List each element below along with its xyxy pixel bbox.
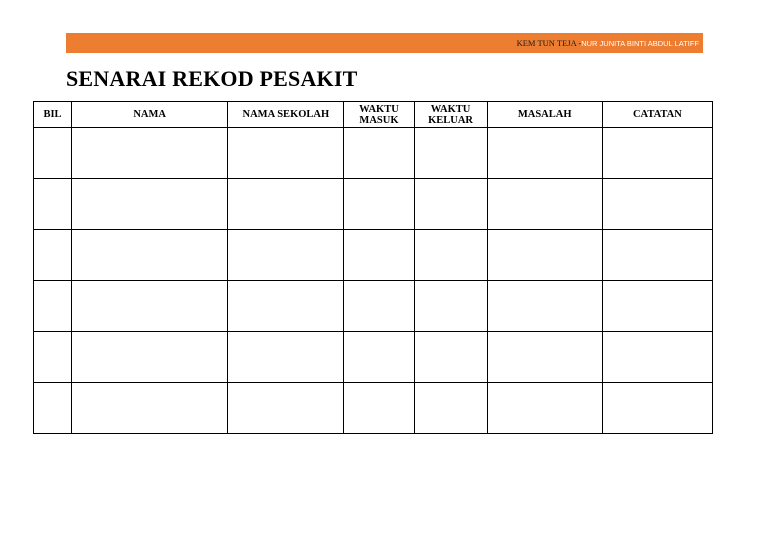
table-cell	[344, 383, 414, 434]
header-right-text: NUR JUNITA BINTI ABDUL LATIFF	[581, 39, 699, 48]
table-row	[34, 281, 713, 332]
table-cell	[228, 230, 344, 281]
column-header-nama-sekolah: NAMA SEKOLAH	[228, 102, 344, 128]
table-cell	[602, 332, 712, 383]
table-cell	[344, 332, 414, 383]
table-cell	[72, 383, 228, 434]
table-cell	[344, 128, 414, 179]
table-cell	[414, 230, 487, 281]
table-row	[34, 383, 713, 434]
table-cell	[34, 281, 72, 332]
table-cell	[228, 179, 344, 230]
column-header-nama: NAMA	[72, 102, 228, 128]
header-banner	[66, 33, 703, 53]
patient-record-table	[33, 101, 713, 434]
table-cell	[344, 281, 414, 332]
table-row	[34, 128, 713, 179]
table-cell	[414, 332, 487, 383]
column-header-waktu-masuk: WAKTU MASUK	[344, 102, 414, 128]
table-cell	[602, 383, 712, 434]
table-cell	[72, 281, 228, 332]
table-cell	[414, 281, 487, 332]
table-cell	[487, 179, 602, 230]
table-cell	[72, 332, 228, 383]
table-cell	[602, 281, 712, 332]
table-cell	[602, 179, 712, 230]
table-cell	[414, 179, 487, 230]
page-title: SENARAI REKOD PESAKIT	[66, 66, 358, 91]
table-cell	[228, 383, 344, 434]
table-row	[34, 230, 713, 281]
table-cell	[487, 230, 602, 281]
table-cell	[414, 128, 487, 179]
table-cell	[228, 332, 344, 383]
table-cell	[34, 230, 72, 281]
table-cell	[34, 332, 72, 383]
table-cell	[72, 128, 228, 179]
column-header-waktu-keluar: WAKTU KELUAR	[414, 102, 487, 128]
table-cell	[487, 332, 602, 383]
header-left-text: KEM TUN TEJA -	[516, 38, 582, 48]
table-cell	[72, 230, 228, 281]
table-row	[34, 332, 713, 383]
table-cell	[414, 383, 487, 434]
table-cell	[487, 281, 602, 332]
table-cell	[487, 128, 602, 179]
table-cell	[34, 179, 72, 230]
column-header-bil: BIL	[34, 102, 72, 128]
header-text	[517, 38, 699, 49]
column-header-masalah: MASALAH	[487, 102, 602, 128]
table-row	[34, 179, 713, 230]
table-cell	[344, 230, 414, 281]
table-cell	[487, 383, 602, 434]
table-header-row	[34, 102, 713, 128]
table-cell	[72, 179, 228, 230]
table-cell	[228, 281, 344, 332]
table-cell	[602, 128, 712, 179]
column-header-catatan: CATATAN	[602, 102, 712, 128]
table-cell	[34, 383, 72, 434]
table-cell	[602, 230, 712, 281]
table-cell	[344, 179, 414, 230]
table-cell	[34, 128, 72, 179]
table-body	[34, 128, 713, 434]
table-cell	[228, 128, 344, 179]
